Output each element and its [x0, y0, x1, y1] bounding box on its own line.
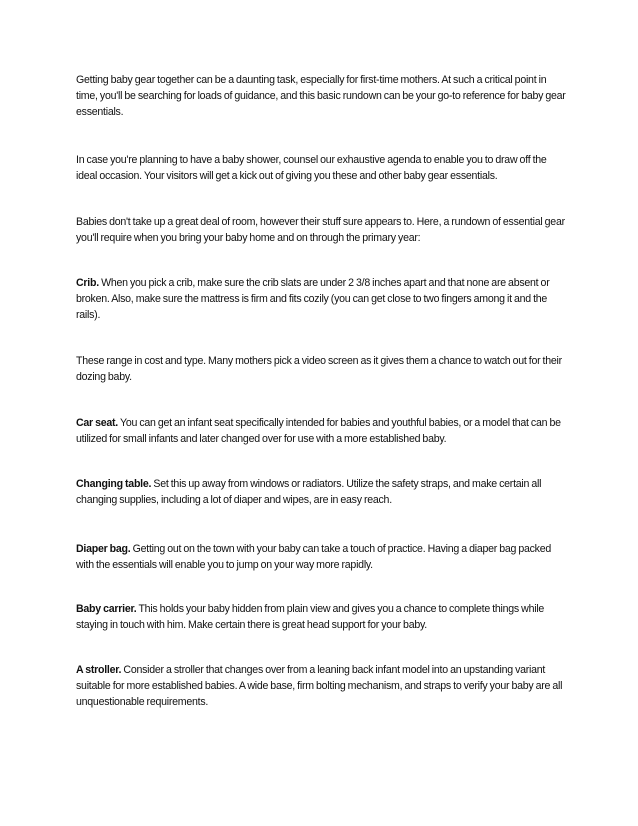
paragraph-lead: Crib.: [76, 277, 99, 289]
paragraph-intro: [76, 72, 566, 120]
paragraph-text: Getting out on the town with your baby can take a touch of practice. Having a diaper bag packed with the essentials will enable you to jump on your way more rapidly.: [76, 543, 551, 571]
paragraph-baby-carrier: [76, 601, 566, 633]
paragraph-lead: Diaper bag.: [76, 543, 131, 555]
paragraph-room: [76, 214, 566, 246]
paragraph-text: When you pick a crib, make sure the crib slats are under 2 3/8 inches apart and that none are absent or broken. Also, make sure the mattress is firm and fits cozily (you can get close to two fingers among it and the rails).: [76, 277, 550, 321]
paragraph-stroller: [76, 662, 566, 710]
paragraph-text: These range in cost and type. Many mothers pick a video screen as it gives them a chance to watch out for their dozing baby.: [76, 355, 562, 383]
paragraph-text: Babies don't take up a great deal of room, however their stuff sure appears to. Here, a rundown of essential gear you'll require when you bring your baby home and on through the primary year:: [76, 216, 565, 244]
paragraph-lead: Changing table.: [76, 478, 152, 490]
paragraph-text: Set this up away from windows or radiators. Utilize the safety straps, and make certain all changing supplies, including a lot of diaper and wipes, are in easy reach.: [76, 478, 542, 506]
paragraph-changing-table: [76, 476, 566, 508]
paragraph-text: Consider a stroller that changes over from a leaning back infant model into an upstanding variant suitable for more established babies. A wide base, firm bolting mechanism, and straps to verify your baby are all unquestionable requirements.: [76, 664, 563, 708]
paragraph-monitor: [76, 353, 566, 385]
paragraph-text: Getting baby gear together can be a daunting task, especially for first-time mothers. At such a critical point in time, you'll be searching for loads of guidance, and this basic rundown can be your go-to reference for baby gear essentials.: [76, 74, 566, 118]
paragraph-baby-shower: [76, 152, 566, 184]
paragraph-car-seat: [76, 415, 566, 447]
paragraph-lead: A stroller.: [76, 664, 122, 676]
paragraph-lead: Baby carrier.: [76, 603, 137, 615]
paragraph-text: You can get an infant seat specifically intended for babies and youthful babies, or a model that can be utilized for small infants and later changed over for use with a more established baby.: [76, 417, 561, 445]
paragraph-text: This holds your baby hidden from plain view and gives you a chance to complete things while staying in touch with him. Make certain there is great head support for your baby.: [76, 603, 545, 631]
paragraph-text: In case you're planning to have a baby shower, counsel our exhaustive agenda to enable you to draw off the ideal occasion. Your visitors will get a kick out of giving you these and other baby gear essentials.: [76, 154, 547, 182]
paragraph-crib: [76, 275, 566, 323]
paragraph-lead: Car seat.: [76, 417, 119, 429]
paragraph-diaper-bag: [76, 541, 566, 573]
